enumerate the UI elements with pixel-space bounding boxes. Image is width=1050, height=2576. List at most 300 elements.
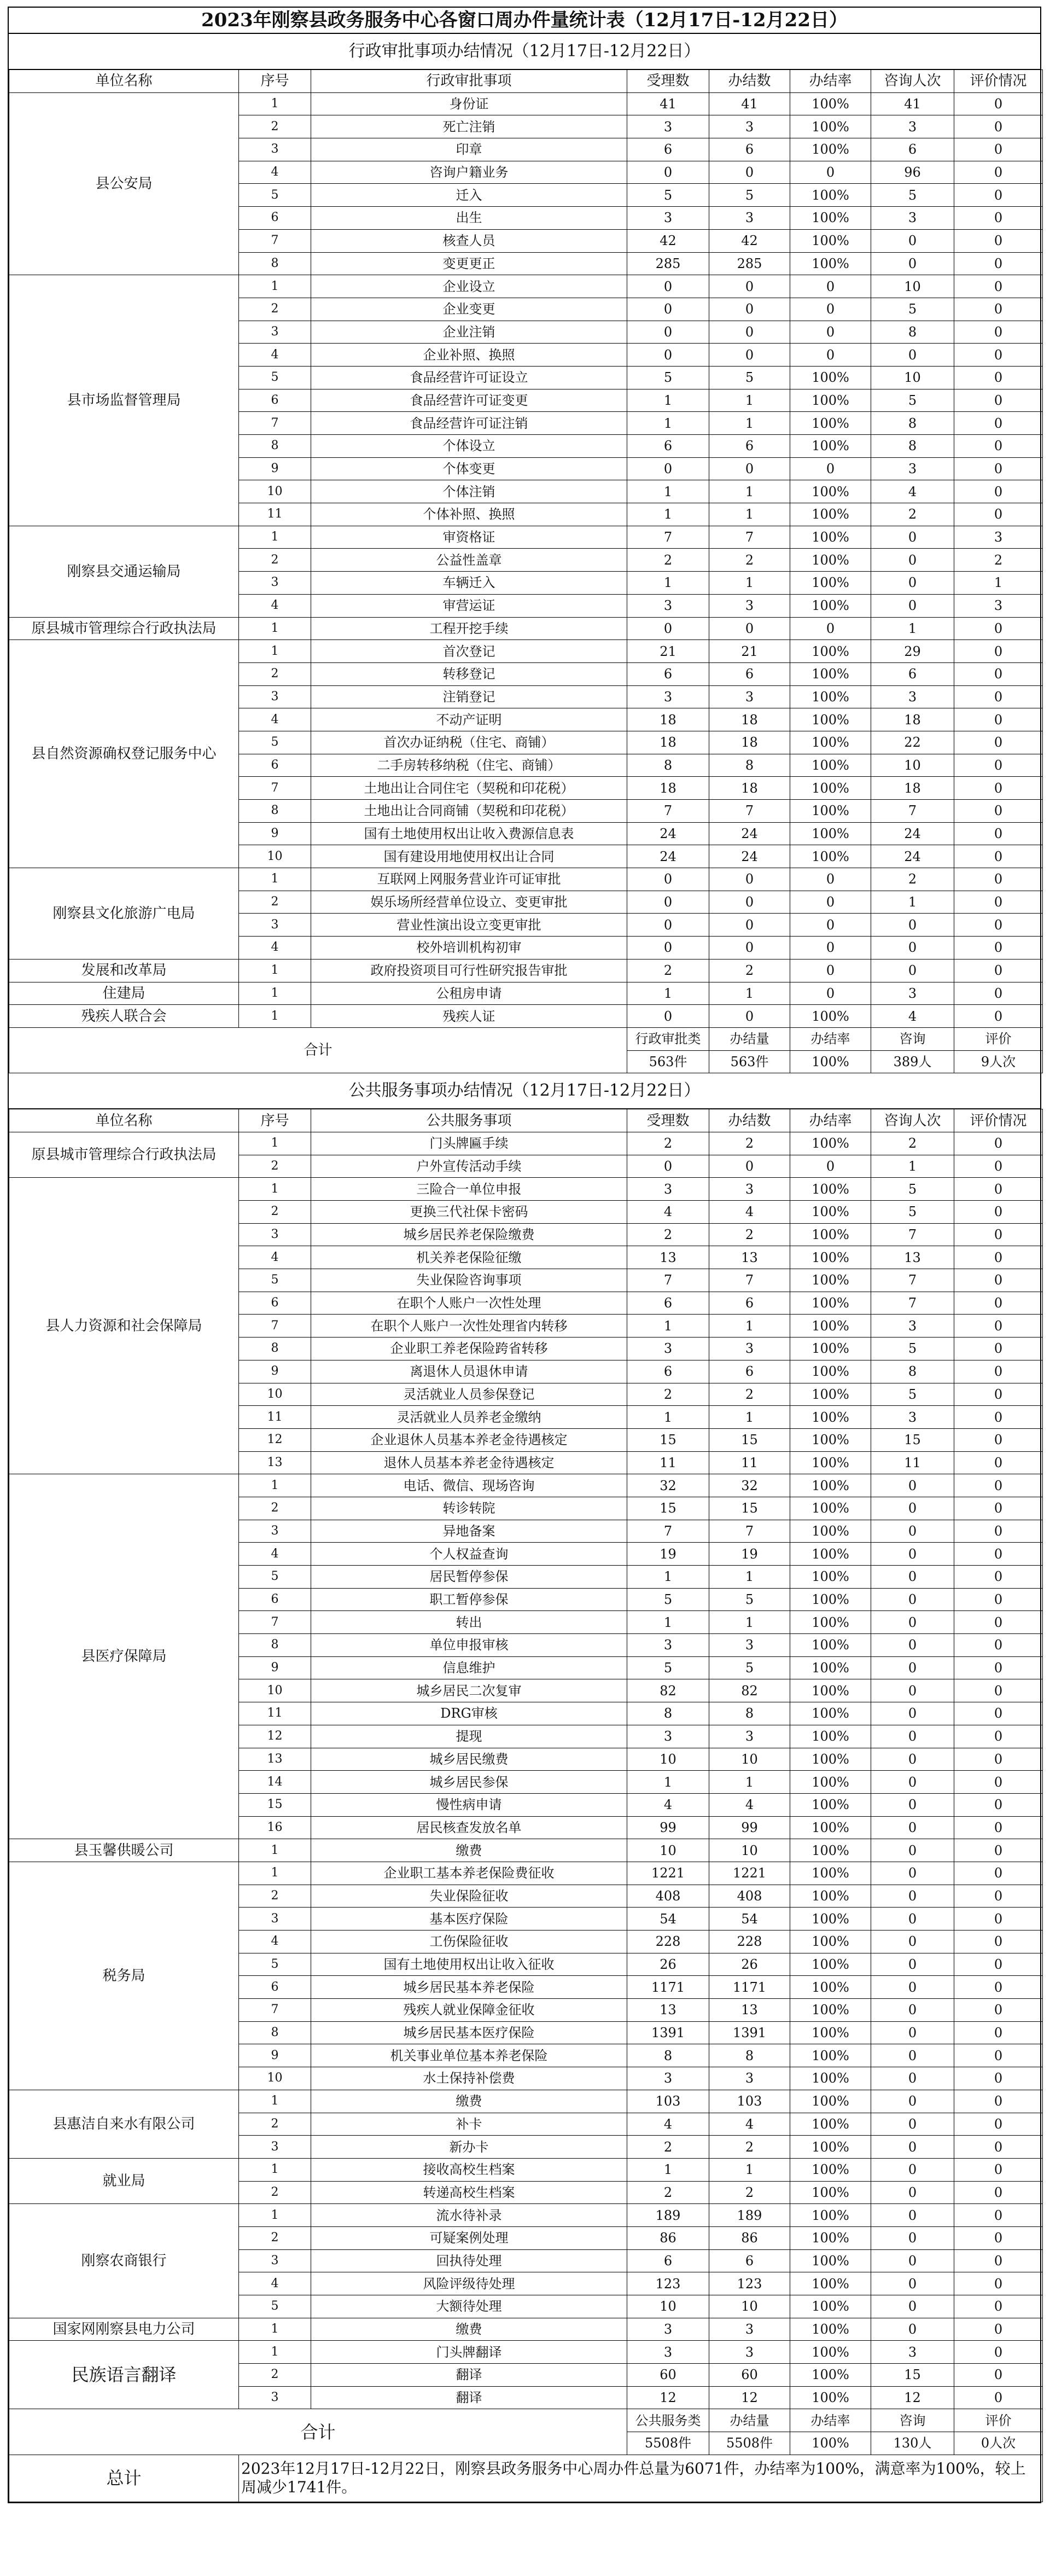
rate-cell: 0 — [790, 617, 871, 640]
consult-cell: 24 — [871, 822, 954, 845]
rate-cell: 100% — [790, 1656, 871, 1679]
item-cell: 二手房转移纳税（住宅、商铺） — [311, 754, 627, 777]
eval-cell: 0 — [954, 685, 1043, 708]
completed-cell: 1391 — [709, 2021, 790, 2044]
consult-cell: 24 — [871, 845, 954, 868]
completed-cell: 2 — [709, 1223, 790, 1246]
header-item: 公共服务事项 — [311, 1109, 627, 1132]
completed-cell: 24 — [709, 822, 790, 845]
item-cell: 企业职工养老保险跨省转移 — [311, 1338, 627, 1360]
eval-cell: 0 — [954, 1679, 1043, 1702]
section2-body — [9, 1132, 1043, 2409]
consult-cell: 5 — [871, 184, 954, 207]
item-cell: 退休人员基本养老金待遇核定 — [311, 1451, 627, 1474]
section1-header-row — [9, 70, 1043, 93]
eval-cell: 3 — [954, 526, 1043, 549]
accepted-cell: 60 — [627, 2364, 709, 2387]
accepted-cell: 3 — [627, 115, 709, 138]
rate-cell: 100% — [790, 685, 871, 708]
rate-cell: 100% — [790, 1338, 871, 1360]
completed-cell: 0 — [709, 937, 790, 960]
rate-cell: 0 — [790, 914, 871, 937]
eval-cell: 0 — [954, 503, 1043, 526]
table-row — [9, 2204, 1043, 2227]
consult-cell: 3 — [871, 1315, 954, 1338]
item-cell: 个人权益查询 — [311, 1543, 627, 1566]
eval-cell: 0 — [954, 1588, 1043, 1611]
rate-cell: 100% — [790, 845, 871, 868]
table-row — [9, 2158, 1043, 2181]
eval-cell: 0 — [954, 754, 1043, 777]
rate-cell: 100% — [790, 1383, 871, 1406]
header-seq: 序号 — [239, 70, 311, 93]
completed-cell: 1 — [709, 1566, 790, 1589]
rate-cell: 100% — [790, 2181, 871, 2204]
eval-cell: 1 — [954, 572, 1043, 595]
accepted-cell: 3 — [627, 1178, 709, 1201]
seq-cell: 3 — [239, 321, 311, 344]
rate-cell: 100% — [790, 1679, 871, 1702]
eval-cell: 3 — [954, 594, 1043, 617]
seq-cell: 8 — [239, 252, 311, 275]
item-cell: 门头牌翻译 — [311, 2341, 627, 2364]
seq-cell: 4 — [239, 344, 311, 367]
seq-cell: 10 — [239, 845, 311, 868]
accepted-cell: 11 — [627, 1451, 709, 1474]
rate-cell: 100% — [790, 526, 871, 549]
seq-cell: 1 — [239, 275, 311, 298]
item-cell: 个体设立 — [311, 435, 627, 458]
unit-name-cell: 县人力资源和社会保障局 — [9, 1178, 239, 1474]
item-cell: 提现 — [311, 1725, 627, 1748]
seq-cell: 1 — [239, 959, 311, 982]
rate-cell: 100% — [790, 1132, 871, 1155]
item-cell: 迁入 — [311, 184, 627, 207]
item-cell: 城乡居民基本养老保险 — [311, 1976, 627, 1999]
header-eval: 评价情况 — [954, 70, 1043, 93]
eval-cell: 0 — [954, 2249, 1043, 2272]
eval-cell: 0 — [954, 1930, 1043, 1953]
consult-cell: 0 — [871, 1474, 954, 1497]
accepted-cell: 18 — [627, 708, 709, 731]
item-cell: 信息维护 — [311, 1656, 627, 1679]
rate-cell: 100% — [790, 2090, 871, 2113]
completed-cell: 189 — [709, 2204, 790, 2227]
item-cell: 新办卡 — [311, 2136, 627, 2159]
rate-cell: 100% — [790, 2044, 871, 2067]
item-cell: 个体补照、换照 — [311, 503, 627, 526]
consult-cell: 0 — [871, 594, 954, 617]
consult-cell: 0 — [871, 2067, 954, 2090]
consult-cell: 0 — [871, 229, 954, 252]
section1-total-label: 合计 — [9, 1027, 627, 1073]
completed-cell: 1171 — [709, 1976, 790, 1999]
rate-cell: 100% — [790, 1588, 871, 1611]
item-cell: 城乡居民养老保险缴费 — [311, 1223, 627, 1246]
completed-cell: 0 — [709, 1155, 790, 1178]
total-v2: 5508件 — [709, 2432, 790, 2455]
accepted-cell: 7 — [627, 526, 709, 549]
item-cell: 失业保险咨询事项 — [311, 1269, 627, 1292]
item-cell: 单位申报审核 — [311, 1634, 627, 1657]
rate-cell: 100% — [790, 115, 871, 138]
eval-cell: 0 — [954, 2341, 1043, 2364]
consult-cell: 0 — [871, 1953, 954, 1976]
completed-cell: 6 — [709, 1360, 790, 1383]
consult-cell: 4 — [871, 1005, 954, 1028]
completed-cell: 3 — [709, 1178, 790, 1201]
seq-cell: 9 — [239, 1656, 311, 1679]
completed-cell: 2 — [709, 549, 790, 572]
accepted-cell: 6 — [627, 2249, 709, 2272]
completed-cell: 2 — [709, 2136, 790, 2159]
rate-cell: 100% — [790, 366, 871, 389]
item-cell: 校外培训机构初审 — [311, 937, 627, 960]
eval-cell: 0 — [954, 1451, 1043, 1474]
accepted-cell: 1 — [627, 412, 709, 435]
rate-cell: 100% — [790, 1292, 871, 1315]
rate-cell: 100% — [790, 731, 871, 754]
eval-cell: 0 — [954, 1862, 1043, 1885]
item-cell: 互联网上网服务营业许可证审批 — [311, 868, 627, 891]
eval-cell: 0 — [954, 1406, 1043, 1429]
item-cell: 国有土地使用权出让收入征收 — [311, 1953, 627, 1976]
consult-cell: 7 — [871, 1269, 954, 1292]
eval-cell: 0 — [954, 275, 1043, 298]
eval-cell: 0 — [954, 1223, 1043, 1246]
consult-cell: 0 — [871, 2226, 954, 2249]
accepted-cell: 18 — [627, 777, 709, 800]
rate-cell: 100% — [790, 1793, 871, 1816]
seq-cell: 1 — [239, 2158, 311, 2181]
completed-cell: 8 — [709, 1702, 790, 1725]
consult-cell: 13 — [871, 1246, 954, 1269]
completed-cell: 4 — [709, 1793, 790, 1816]
table-row — [9, 2090, 1043, 2113]
accepted-cell: 0 — [627, 891, 709, 914]
item-cell: 可疑案例处理 — [311, 2226, 627, 2249]
unit-name-cell: 县惠洁自来水有限公司 — [9, 2090, 239, 2158]
accepted-cell: 24 — [627, 822, 709, 845]
rate-cell: 0 — [790, 344, 871, 367]
item-cell: 机关事业单位基本养老保险 — [311, 2044, 627, 2067]
eval-cell: 0 — [954, 2136, 1043, 2159]
consult-cell: 0 — [871, 1543, 954, 1566]
accepted-cell: 6 — [627, 435, 709, 458]
consult-cell: 5 — [871, 1383, 954, 1406]
consult-cell: 22 — [871, 731, 954, 754]
total-h4: 咨询 — [871, 1027, 954, 1050]
eval-cell: 0 — [954, 1611, 1043, 1634]
table-row — [9, 1862, 1043, 1885]
completed-cell: 5 — [709, 1588, 790, 1611]
item-cell: 缴费 — [311, 2090, 627, 2113]
eval-cell: 0 — [954, 937, 1043, 960]
item-cell: 门头牌匾手续 — [311, 1132, 627, 1155]
rate-cell: 100% — [790, 1566, 871, 1589]
item-cell: 注销登记 — [311, 685, 627, 708]
consult-cell: 0 — [871, 2272, 954, 2295]
completed-cell: 1221 — [709, 1862, 790, 1885]
accepted-cell: 3 — [627, 2341, 709, 2364]
rate-cell: 100% — [790, 572, 871, 595]
accepted-cell: 12 — [627, 2386, 709, 2409]
rate-cell: 100% — [790, 252, 871, 275]
accepted-cell: 1 — [627, 480, 709, 503]
eval-cell: 0 — [954, 1885, 1043, 1908]
rate-cell: 100% — [790, 1497, 871, 1520]
accepted-cell: 21 — [627, 640, 709, 663]
seq-cell: 5 — [239, 731, 311, 754]
consult-cell: 1 — [871, 891, 954, 914]
seq-cell: 2 — [239, 891, 311, 914]
eval-cell: 0 — [954, 1178, 1043, 1201]
rate-cell: 100% — [790, 207, 871, 230]
consult-cell: 10 — [871, 275, 954, 298]
rate-cell: 100% — [790, 800, 871, 823]
accepted-cell: 3 — [627, 2067, 709, 2090]
seq-cell: 1 — [239, 92, 311, 115]
seq-cell: 8 — [239, 2021, 311, 2044]
seq-cell: 4 — [239, 594, 311, 617]
seq-cell: 9 — [239, 457, 311, 480]
accepted-cell: 2 — [627, 2181, 709, 2204]
seq-cell: 3 — [239, 914, 311, 937]
item-cell: 食品经营许可证变更 — [311, 389, 627, 412]
item-cell: 首次办证纳税（住宅、商铺） — [311, 731, 627, 754]
seq-cell: 1 — [239, 2204, 311, 2227]
section2-table — [9, 1109, 1043, 2502]
seq-cell: 7 — [239, 1999, 311, 2022]
item-cell: 个体注销 — [311, 480, 627, 503]
accepted-cell: 42 — [627, 229, 709, 252]
consult-cell: 0 — [871, 2158, 954, 2181]
completed-cell: 19 — [709, 1543, 790, 1566]
eval-cell: 0 — [954, 184, 1043, 207]
item-cell: 居民核查发放名单 — [311, 1816, 627, 1839]
item-cell: 国有建设用地使用权出让合同 — [311, 845, 627, 868]
seq-cell: 2 — [239, 1155, 311, 1178]
accepted-cell: 189 — [627, 2204, 709, 2227]
rate-cell: 0 — [790, 982, 871, 1005]
total-h1: 公共服务类 — [627, 2409, 709, 2432]
seq-cell: 1 — [239, 2318, 311, 2341]
rate-cell: 100% — [790, 184, 871, 207]
seq-cell: 5 — [239, 1953, 311, 1976]
summary-row — [9, 2455, 1043, 2502]
item-cell: 核查人员 — [311, 229, 627, 252]
rate-cell: 100% — [790, 389, 871, 412]
item-cell: 食品经营许可证设立 — [311, 366, 627, 389]
accepted-cell: 2 — [627, 549, 709, 572]
consult-cell: 8 — [871, 412, 954, 435]
seq-cell: 4 — [239, 1930, 311, 1953]
consult-cell: 0 — [871, 1862, 954, 1885]
eval-cell: 0 — [954, 435, 1043, 458]
consult-cell: 8 — [871, 435, 954, 458]
accepted-cell: 1 — [627, 503, 709, 526]
total-h5: 评价 — [954, 1027, 1043, 1050]
item-cell: 国有土地使用权出让收入费源信息表 — [311, 822, 627, 845]
consult-cell: 3 — [871, 207, 954, 230]
consult-cell: 3 — [871, 2341, 954, 2364]
total-v4: 389人 — [871, 1050, 954, 1073]
eval-cell: 0 — [954, 2318, 1043, 2341]
rate-cell: 100% — [790, 2249, 871, 2272]
consult-cell: 0 — [871, 1930, 954, 1953]
item-cell: 灵活就业人员参保登记 — [311, 1383, 627, 1406]
eval-cell: 0 — [954, 1520, 1043, 1543]
completed-cell: 32 — [709, 1474, 790, 1497]
item-cell: 回执待处理 — [311, 2249, 627, 2272]
consult-cell: 3 — [871, 115, 954, 138]
rate-cell: 0 — [790, 161, 871, 184]
completed-cell: 5 — [709, 184, 790, 207]
rate-cell: 100% — [790, 1201, 871, 1224]
rate-cell: 100% — [790, 2386, 871, 2409]
table-row — [9, 92, 1043, 115]
header-accepted: 受理数 — [627, 70, 709, 93]
unit-name-cell: 就业局 — [9, 2158, 239, 2203]
consult-cell: 4 — [871, 480, 954, 503]
completed-cell: 21 — [709, 640, 790, 663]
consult-cell: 5 — [871, 298, 954, 321]
seq-cell: 2 — [239, 662, 311, 685]
consult-cell: 18 — [871, 777, 954, 800]
seq-cell: 3 — [239, 2386, 311, 2409]
completed-cell: 8 — [709, 754, 790, 777]
seq-cell: 8 — [239, 1634, 311, 1657]
item-cell: 城乡居民参保 — [311, 1771, 627, 1794]
consult-cell: 0 — [871, 1748, 954, 1771]
unit-name-cell: 县市场监督管理局 — [9, 275, 239, 526]
eval-cell: 0 — [954, 1634, 1043, 1657]
table-row — [9, 959, 1043, 982]
consult-cell: 0 — [871, 1679, 954, 1702]
completed-cell: 12 — [709, 2386, 790, 2409]
eval-cell: 0 — [954, 2364, 1043, 2387]
completed-cell: 42 — [709, 229, 790, 252]
header-completed: 办结数 — [709, 70, 790, 93]
completed-cell: 285 — [709, 252, 790, 275]
unit-name-cell: 原县城市管理综合行政执法局 — [9, 1132, 239, 1177]
seq-cell: 13 — [239, 1451, 311, 1474]
consult-cell: 0 — [871, 1839, 954, 1862]
completed-cell: 11 — [709, 1451, 790, 1474]
unit-name-cell: 县自然资源确权登记服务中心 — [9, 640, 239, 868]
accepted-cell: 103 — [627, 2090, 709, 2113]
completed-cell: 0 — [709, 321, 790, 344]
completed-cell: 10 — [709, 1748, 790, 1771]
accepted-cell: 1 — [627, 389, 709, 412]
completed-cell: 1 — [709, 1406, 790, 1429]
table-row — [9, 640, 1043, 663]
eval-cell: 0 — [954, 344, 1043, 367]
eval-cell: 0 — [954, 1201, 1043, 1224]
table-row — [9, 982, 1043, 1005]
consult-cell: 5 — [871, 1201, 954, 1224]
item-cell: 基本医疗保险 — [311, 1908, 627, 1930]
consult-cell: 0 — [871, 1634, 954, 1657]
completed-cell: 3 — [709, 2067, 790, 2090]
consult-cell: 0 — [871, 252, 954, 275]
seq-cell: 1 — [239, 982, 311, 1005]
eval-cell: 0 — [954, 2181, 1043, 2204]
consult-cell: 18 — [871, 708, 954, 731]
section1-table — [9, 69, 1043, 1073]
consult-cell: 0 — [871, 959, 954, 982]
eval-cell: 0 — [954, 2067, 1043, 2090]
accepted-cell: 6 — [627, 1360, 709, 1383]
item-cell: 政府投资项目可行性研究报告审批 — [311, 959, 627, 982]
item-cell: 转诊转院 — [311, 1497, 627, 1520]
eval-cell: 0 — [954, 2090, 1043, 2113]
rate-cell: 100% — [790, 1269, 871, 1292]
seq-cell: 2 — [239, 2181, 311, 2204]
accepted-cell: 1 — [627, 1406, 709, 1429]
item-cell: 流水待补录 — [311, 2204, 627, 2227]
completed-cell: 1 — [709, 1315, 790, 1338]
item-cell: 企业退休人员基本养老金待遇核定 — [311, 1428, 627, 1451]
consult-cell: 0 — [871, 1588, 954, 1611]
consult-cell: 0 — [871, 572, 954, 595]
completed-cell: 6 — [709, 435, 790, 458]
accepted-cell: 2 — [627, 1223, 709, 1246]
rate-cell: 100% — [790, 754, 871, 777]
accepted-cell: 0 — [627, 1155, 709, 1178]
eval-cell: 0 — [954, 2021, 1043, 2044]
rate-cell: 100% — [790, 1816, 871, 1839]
consult-cell: 0 — [871, 1793, 954, 1816]
item-cell: 企业设立 — [311, 275, 627, 298]
completed-cell: 18 — [709, 708, 790, 731]
eval-cell: 0 — [954, 252, 1043, 275]
rate-cell: 100% — [790, 2136, 871, 2159]
item-cell: 城乡居民基本医疗保险 — [311, 2021, 627, 2044]
rate-cell: 0 — [790, 1155, 871, 1178]
seq-cell: 6 — [239, 754, 311, 777]
summary-label: 总计 — [9, 2455, 239, 2502]
rate-cell: 100% — [790, 2113, 871, 2136]
consult-cell: 0 — [871, 2044, 954, 2067]
completed-cell: 2 — [709, 959, 790, 982]
accepted-cell: 285 — [627, 252, 709, 275]
accepted-cell: 6 — [627, 662, 709, 685]
completed-cell: 228 — [709, 1930, 790, 1953]
unit-name-cell: 住建局 — [9, 982, 239, 1005]
item-cell: 出生 — [311, 207, 627, 230]
consult-cell: 0 — [871, 2136, 954, 2159]
accepted-cell: 3 — [627, 685, 709, 708]
eval-cell: 0 — [954, 1839, 1043, 1862]
rate-cell: 100% — [790, 549, 871, 572]
item-cell: 居民暂停参保 — [311, 1566, 627, 1589]
accepted-cell: 3 — [627, 2318, 709, 2341]
accepted-cell: 0 — [627, 344, 709, 367]
accepted-cell: 1 — [627, 982, 709, 1005]
seq-cell: 4 — [239, 1543, 311, 1566]
seq-cell: 10 — [239, 2067, 311, 2090]
accepted-cell: 123 — [627, 2272, 709, 2295]
consult-cell: 11 — [871, 1451, 954, 1474]
seq-cell: 2 — [239, 115, 311, 138]
total-h5: 评价 — [954, 2409, 1043, 2432]
completed-cell: 3 — [709, 2341, 790, 2364]
accepted-cell: 18 — [627, 731, 709, 754]
accepted-cell: 3 — [627, 1725, 709, 1748]
completed-cell: 0 — [709, 457, 790, 480]
section2-subtitle: 公共服务事项办结情况（12月17日-12月22日） — [9, 1073, 1040, 1109]
